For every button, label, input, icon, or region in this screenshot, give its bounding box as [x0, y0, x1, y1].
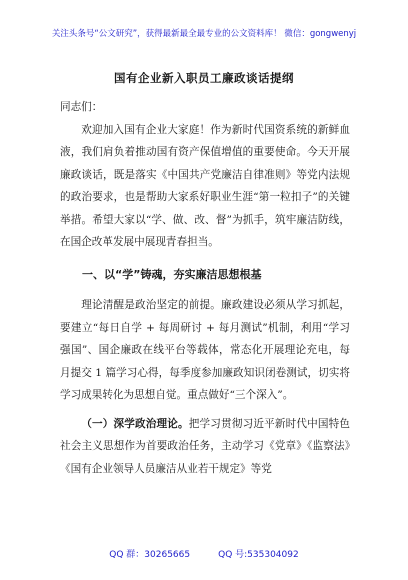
section-paragraph: 理论清醒是政治坚定的前提。廉政建设必须从学习抓起，要建立“每日自学 + 每周研讨 + 每月测试”机制，利用“学习强国”、国企廉政在线平台等载体，常态化开展理论充电，每月提交 1 篇学习心得，每季度参加廉政知识闭卷测试，切实将学习成果转化为思想自觉。重点做好“三个深入”。	[60, 299, 350, 401]
subsection-heading: （一）深学政治理论。	[81, 417, 189, 430]
qq-group: QQ 群：30265665	[109, 550, 191, 560]
contact-footer	[0, 547, 408, 560]
subsection-paragraph	[60, 413, 350, 481]
greeting: 同志们：	[60, 101, 103, 113]
section-heading: 一、以“学”铸魂，夯实廉洁思想根基	[82, 267, 262, 281]
promo-banner: 关注头条号“公文研究”，获得最新最全最专业的公文资料库！ 微信：gongwenyj	[51, 29, 357, 39]
document-title: 国有企业新入职员工廉政谈话提纲	[114, 71, 294, 85]
qq-number: QQ 号:535304092	[218, 550, 299, 560]
intro-paragraph: 欢迎加入国有企业大家庭！作为新时代国资系统的新鲜血液，我们肩负着推动国有资产保值增值的重要使命。今天开展廉政谈话，既是落实《中国共产党廉洁自律准则》等党内法规的政治要求，也是帮助大家系好职业生涯“第一粒扣子”的关键举措。希望大家以“学、做、改、督”为抓手，筑牢廉洁防线，在国企改革发展中展现青春担当。	[60, 123, 350, 248]
subsection-text: 把学习贯彻习近平新时代中国特色社会主义思想作为首要政治任务，主动学习《党章》《监察法》《国有企业领导人员廉洁从业若干规定》等党	[60, 417, 351, 475]
document-body	[60, 96, 350, 480]
